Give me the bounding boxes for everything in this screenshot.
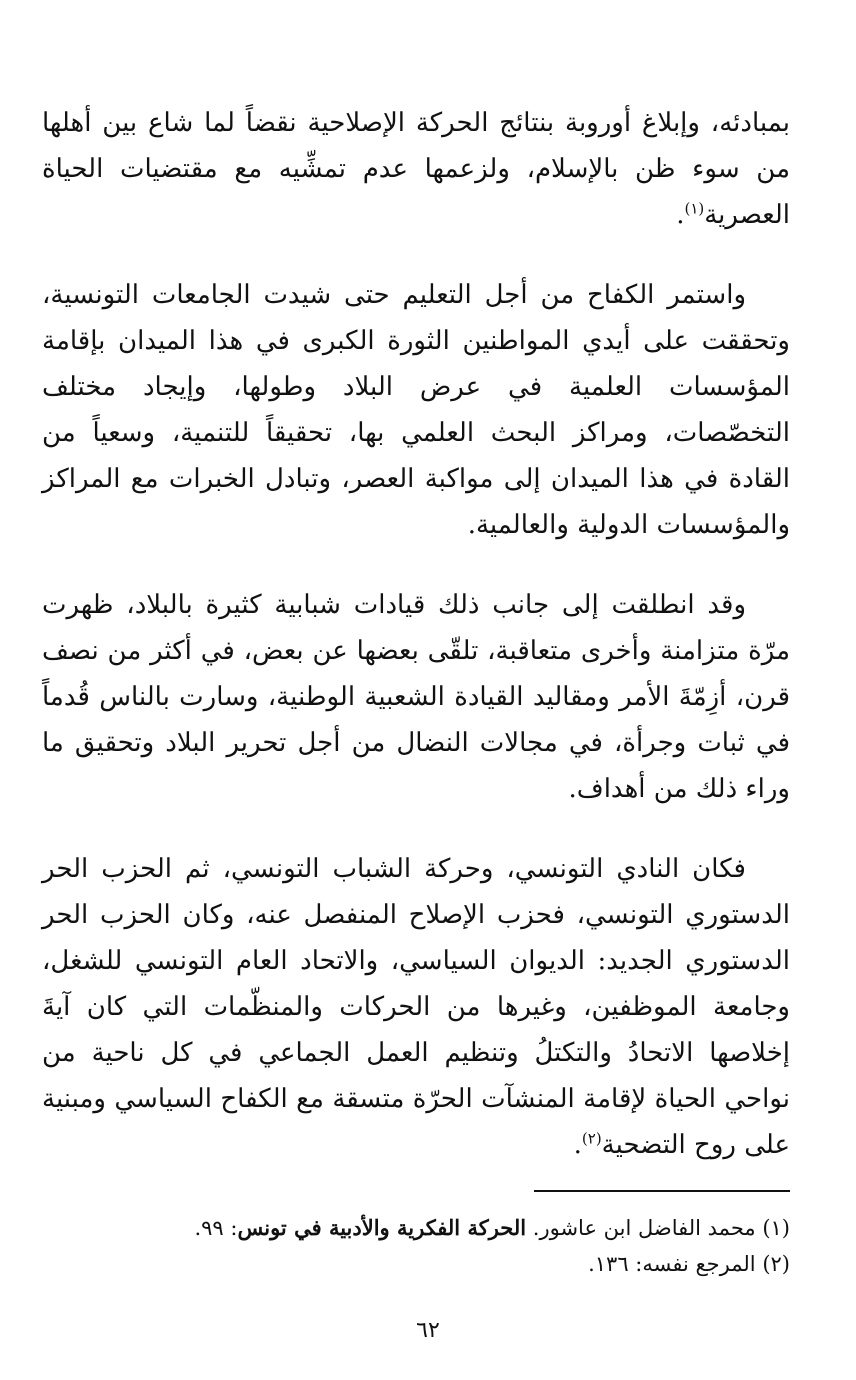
paragraph-4 xyxy=(42,846,790,1168)
footnote-2-text: المرجع نفسه: ١٣٦. xyxy=(588,1252,756,1276)
footnote-1-title: الحركة الفكرية والأدبية في تونس xyxy=(237,1215,527,1240)
footnote-1-author: محمد الفاضل ابن عاشور. xyxy=(532,1216,756,1240)
page-number: ٦٢ xyxy=(416,1318,440,1343)
footnote-2-number: (٢) xyxy=(762,1252,790,1276)
paragraph-2: واستمر الكفاح من أجل التعليم حتى شيدت الجامعات التونسية، وتحققت على أيدي المواطنين الثورة الكبرى في هذا الميدان بإقامة المؤسسات العلمية في عرض البلاد وطولها، وإيجاد مختلف التخصّصات، ومراكز البحث العلمي بها، تحقيقاً للتنمية، وسعياً من القادة في هذا الميدان إلى مواكبة العصر، وتبادل الخبرات مع المراكز والمؤسسات الدولية والعالمية. xyxy=(42,280,790,540)
paragraph-4-tail: . xyxy=(573,1130,582,1160)
footnotes xyxy=(42,1210,790,1282)
footnote-2 xyxy=(42,1246,790,1282)
footnote-1-number: (١) xyxy=(762,1216,790,1240)
footnote-separator xyxy=(534,1190,790,1192)
paragraph-3: وقد انطلقت إلى جانب ذلك قيادات شبابية كثيرة بالبلاد، ظهرت مرّة متزامنة وأخرى متعاقبة، تلقّى بعضها عن بعض، في أكثر من نصف قرن، أزِمّةَ الأمر ومقاليد القيادة الشعبية الوطنية، وسارت بالناس قُدماً في ثبات وجرأة، في مجالات النضال من أجل تحرير البلاد وتحقيق ما وراء ذلك من أهداف. xyxy=(42,590,790,804)
footnote-1 xyxy=(42,1210,790,1246)
paragraph-1-text: بمبادئه، وإبلاغ أوروبة بنتائج الحركة الإصلاحية نقضاً لما شاع بين أهلها من سوء ظن بالإسلام، ولزعمها عدم تمشِّيه مع مقتضيات الحياة العصرية xyxy=(42,108,790,230)
footnote-ref-2[interactable]: (٢) xyxy=(581,1129,602,1148)
footnote-1-page: : ٩٩. xyxy=(194,1216,238,1240)
paragraph-4-text: فكان النادي التونسي، وحركة الشباب التونسي، ثم الحزب الحر الدستوري التونسي، فحزب الإصلاح المنفصل عنه، وكان الحزب الحر الدستوري الجديد: الديوان السياسي، والاتحاد العام التونسي للشغل، وجامعة الموظفين، وغيرها من الحركات والمنظّمات التي كان آيةَ إخلاصها الاتحادُ والتكتلُ وتنظيم العمل الجماعي في كل ناحية من نواحي الحياة لإقامة المنشآت الحرّة متسقة مع الكفاح السياسي ومبنية على روح التضحية xyxy=(42,854,790,1160)
footnote-ref-1[interactable]: (١) xyxy=(684,199,705,218)
paragraph-1-tail: . xyxy=(676,200,685,230)
paragraph-1 xyxy=(42,100,790,238)
page-body xyxy=(42,100,790,1276)
